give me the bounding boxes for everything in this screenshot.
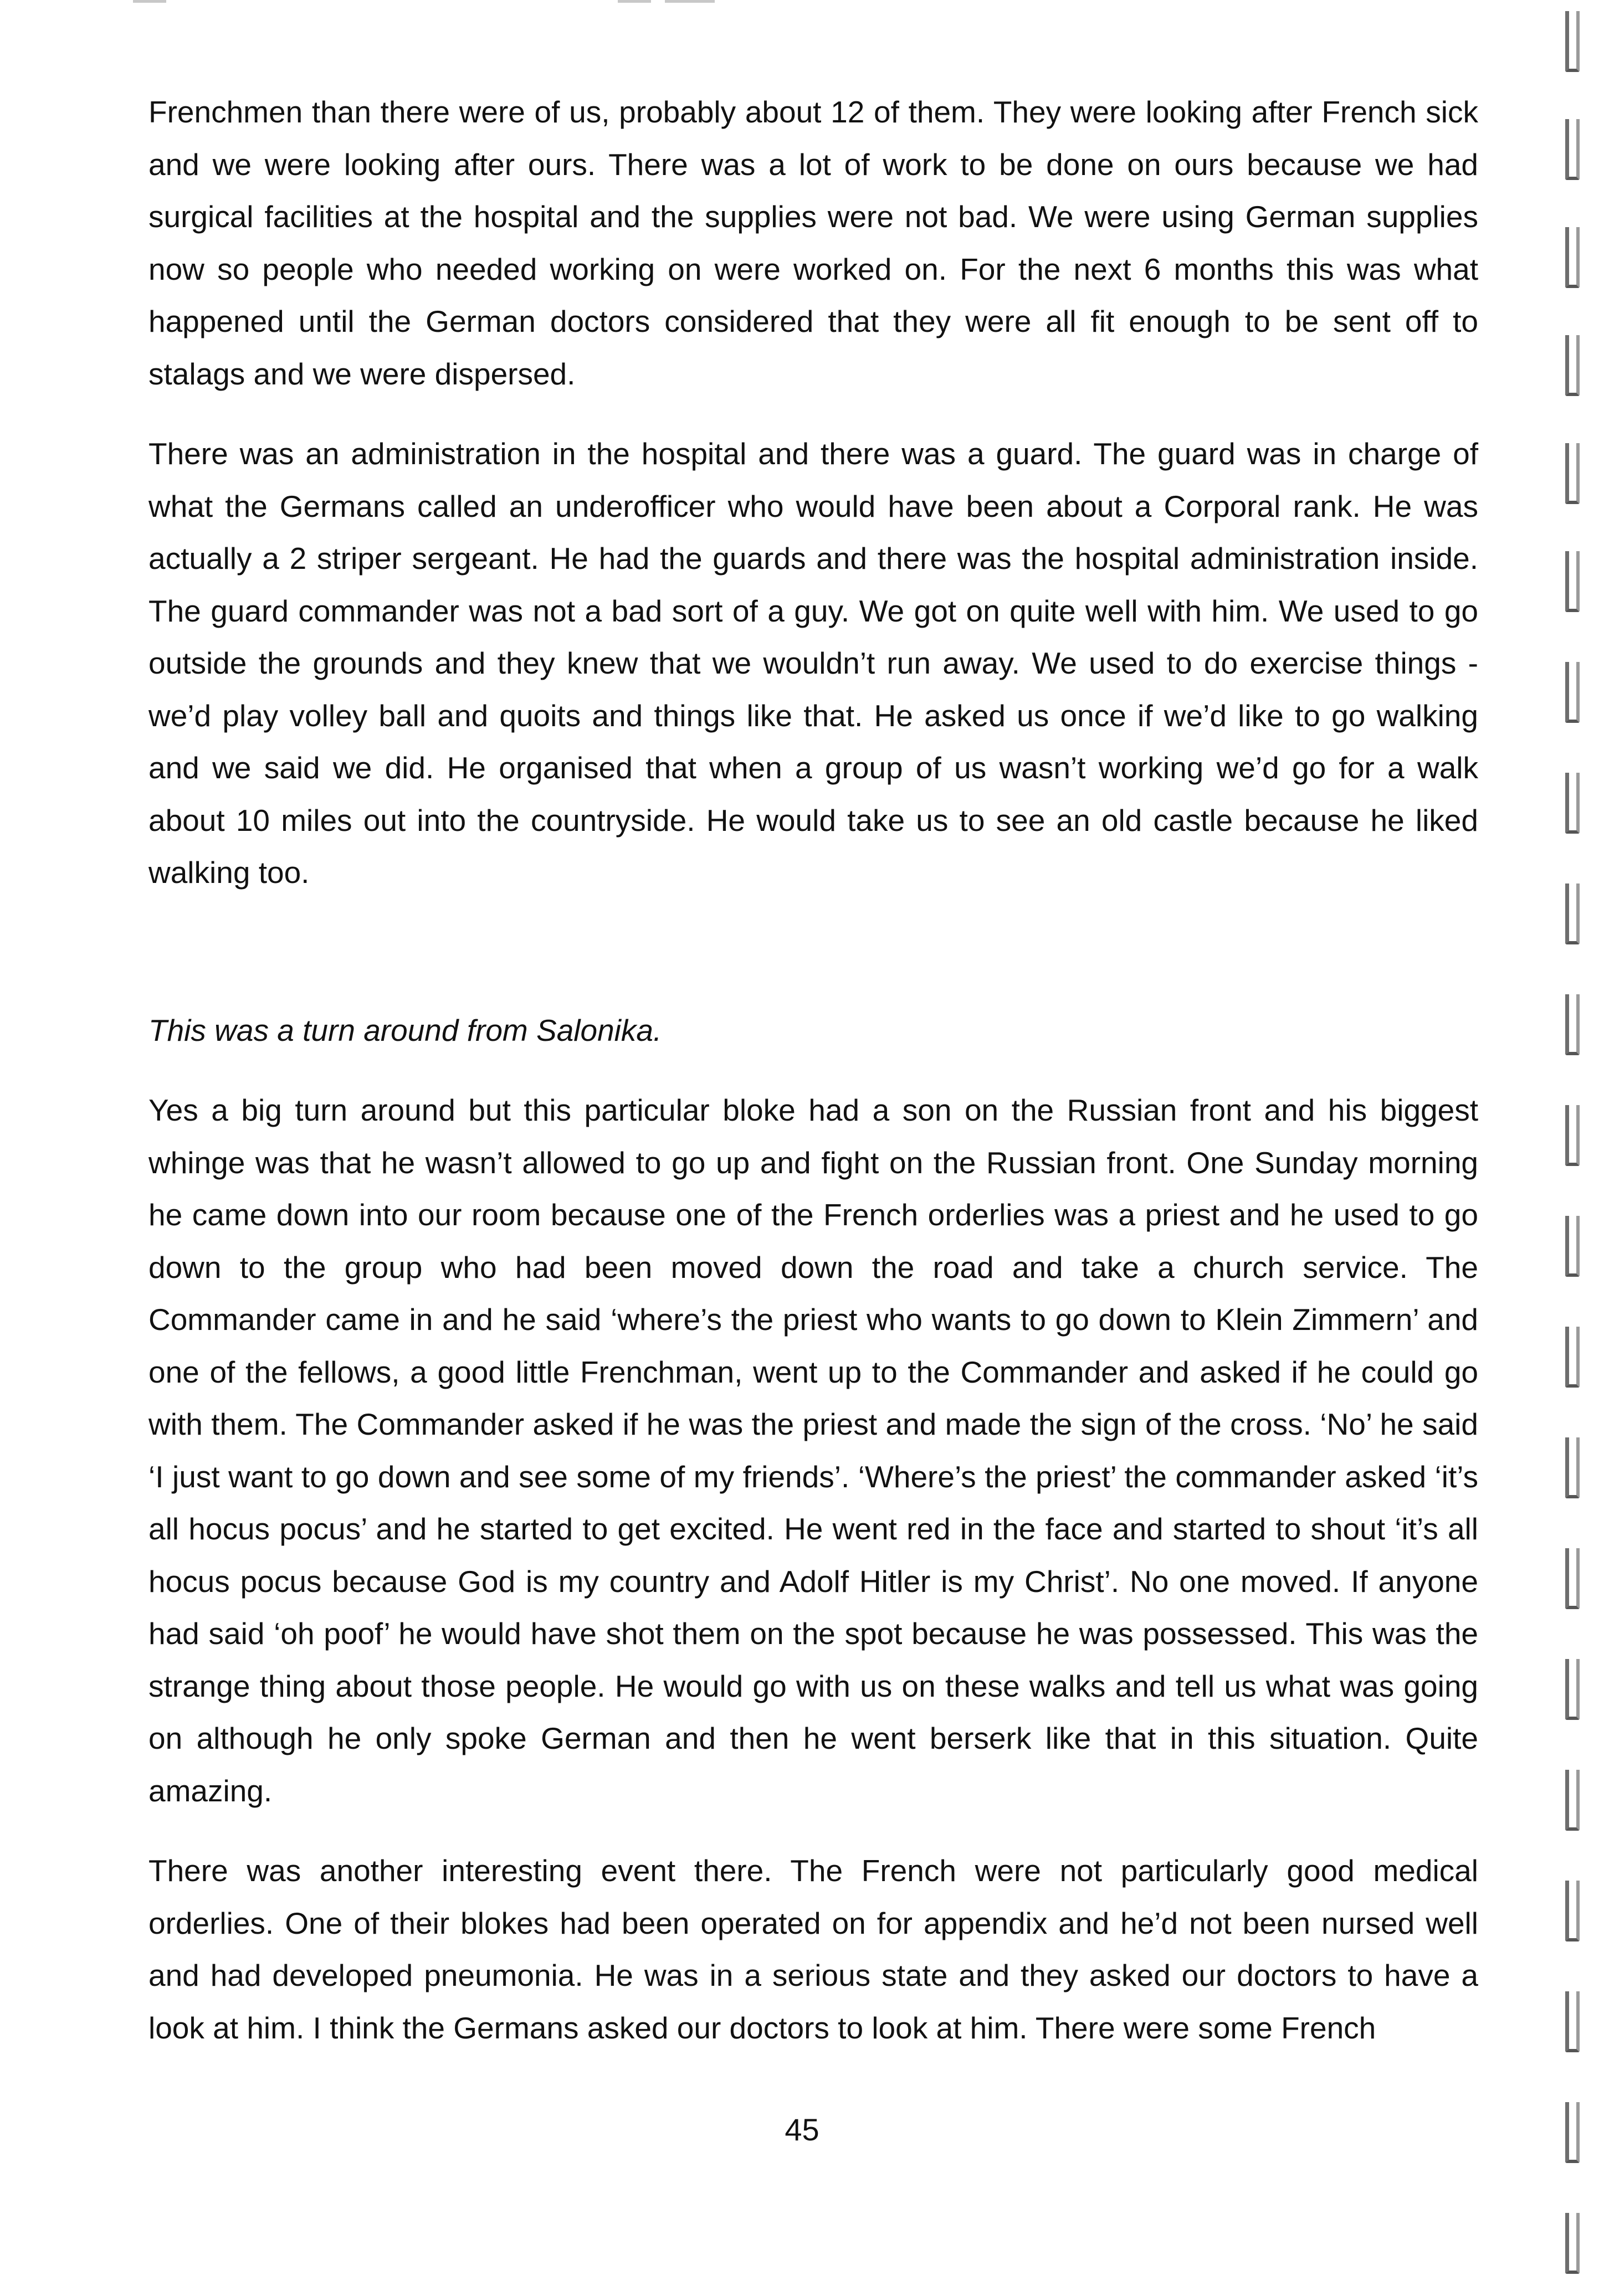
interviewer-question: This was a turn around from Salonika. bbox=[148, 1013, 662, 1047]
binder-ring bbox=[1565, 1881, 1580, 1941]
binder-ring bbox=[1565, 227, 1580, 288]
top-edge-mark bbox=[133, 0, 166, 3]
binder-ring bbox=[1565, 2213, 1580, 2274]
binder-ring bbox=[1565, 1437, 1580, 1498]
page-number: 45 bbox=[785, 2112, 819, 2147]
top-edge-mark bbox=[665, 0, 715, 3]
binder-ring bbox=[1565, 1548, 1580, 1609]
binder-ring bbox=[1565, 662, 1580, 723]
binder-ring bbox=[1565, 1105, 1580, 1166]
binder-ring bbox=[1565, 2102, 1580, 2163]
binder-ring bbox=[1565, 443, 1580, 504]
binder-ring bbox=[1565, 773, 1580, 834]
binder-holes bbox=[1560, 0, 1598, 2296]
binder-ring bbox=[1565, 1216, 1580, 1277]
paragraph-2: There was an administration in the hospital and there was a guard. The guard was in charge of what the Germans called an underofficer who would have been about a Corporal rank. He was actually a 2 striper sergeant. He had the guards and there was the hospital administration inside. The guard commander was not a bad sort of a guy. We got on quite well with him. We used to go outside the grounds and they knew that we wouldn’t run away. We used to do exercise things - we’d play volley ball and quoits and things like that. He asked us once if we’d like to go walking and we said we did. He organised that when a group of us wasn’t working we’d go for a walk about 10 miles out into the countryside. He would take us to see an old castle because he liked walking too. bbox=[148, 436, 1478, 890]
binder-ring bbox=[1565, 884, 1580, 944]
paragraph-4: There was another interesting event there. The French were not particularly good medical orderlies. One of their blokes had been operated on for appendix and he’d not been nursed well and had developed pneumonia. He was in a serious state and they asked our doctors to have a look at him. I think the Germans asked our doctors to look at him. There were some French bbox=[148, 1853, 1478, 2045]
binder-ring bbox=[1565, 119, 1580, 180]
binder-ring bbox=[1565, 551, 1580, 612]
binder-ring bbox=[1565, 11, 1580, 72]
top-edge-mark bbox=[618, 0, 651, 3]
paragraph-1: Frenchmen than there were of us, probably about 12 of them. They were looking after French sick and we were looking after ours. There was a lot of work to be done on ours because we had surgical facilities at the hospital and the supplies were not bad. We were using German supplies now so people who needed working on were worked on. For the next 6 months this was what happened until the German doctors considered that they were all fit enough to be sent off to stalags and we were dispersed. bbox=[148, 95, 1478, 391]
binder-ring bbox=[1565, 1770, 1580, 1831]
binder-ring bbox=[1565, 1991, 1580, 2052]
binder-ring bbox=[1565, 994, 1580, 1055]
binder-ring bbox=[1565, 335, 1580, 396]
binder-ring bbox=[1565, 1327, 1580, 1388]
binder-ring bbox=[1565, 1659, 1580, 1720]
paragraph-3: Yes a big turn around but this particular bloke had a son on the Russian front and his biggest whinge was that he wasn’t allowed to go up and fight on the Russian front. One Sunday morning he came down into our room because one of the French orderlies was a priest and he used to go down to the group who had been moved down the road and take a church service. The Commander came in and he said ‘where’s the priest who wants to go down to Klein Zimmern’ and one of the fellows, a good little Frenchman, went up to the Commander and asked if he could go with them. The Commander asked if he was the priest and made the sign of the cross. ‘No’ he said ‘I just want to go down and see some of my friends’. ‘Where’s the priest’ the commander asked ‘it’s all hocus pocus’ and he started to get excited. He went red in the face and started to shout ‘it’s all hocus pocus because God is my country and Adolf Hitler is my Christ’. No one moved. If anyone had said ‘oh poof’ he would have shot them on the spot because he was possessed. This was the strange thing about those people. He would go with us on these walks and tell us what was going on although he only spoke German and then he went berserk like that in this situation. Quite amazing. bbox=[148, 1093, 1478, 1808]
body-text bbox=[148, 86, 1478, 2054]
